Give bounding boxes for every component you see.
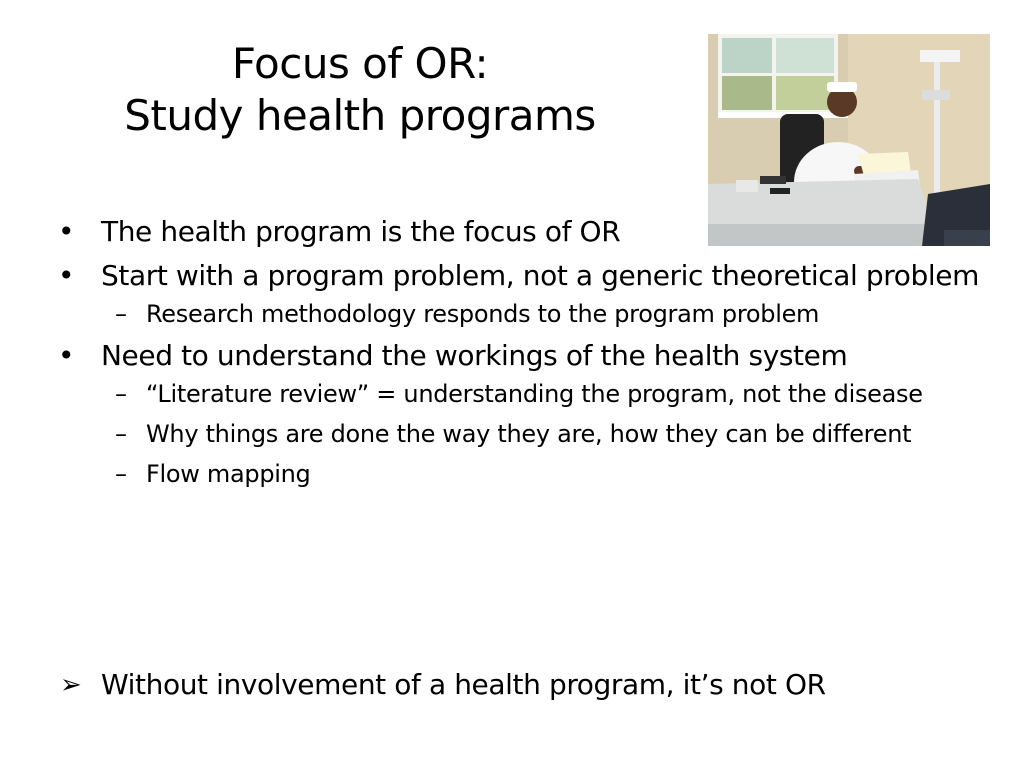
dash-mark: – [115,460,127,488]
title-line-1: Focus of OR: [231,39,489,88]
bullet-list [56,214,986,498]
title-line-2: Study health programs [124,91,596,140]
dash-mark: – [115,300,127,328]
conclusion-text: Without involvement of a health program, it’s not OR [101,668,826,701]
sub-bullet-text: Flow mapping [146,460,311,488]
dash-mark: – [115,420,127,448]
bullet-item-1 [56,214,986,250]
sub-bullet-list [101,378,986,490]
dash-mark: – [115,380,127,408]
sub-bullet-text: “Literature review” = understanding the program, not the disease [146,380,923,408]
arrow-bullet-icon: ➢ [60,670,82,700]
sub-bullet-text: Why things are done the way they are, how they can be different [146,420,912,448]
sub-bullet-text: Research methodology responds to the program problem [146,300,820,328]
bullet-mark: • [58,259,75,292]
sub-bullet-item [101,298,986,330]
sub-bullet-item [101,458,986,490]
sub-bullet-item [101,378,986,410]
sub-bullet-list [101,298,986,330]
bullet-mark: • [58,215,75,248]
bullet-text: Need to understand the workings of the health system [101,339,848,372]
sub-bullet-item [101,418,986,450]
conclusion-line [60,666,1001,704]
slide-title [50,38,670,142]
bullet-text: The health program is the focus of OR [101,215,621,248]
bullet-mark: • [58,339,75,372]
bullet-item-3 [56,338,986,490]
bullet-text: Start with a program problem, not a generic theoretical problem [101,259,979,292]
bullet-item-2 [56,258,986,330]
